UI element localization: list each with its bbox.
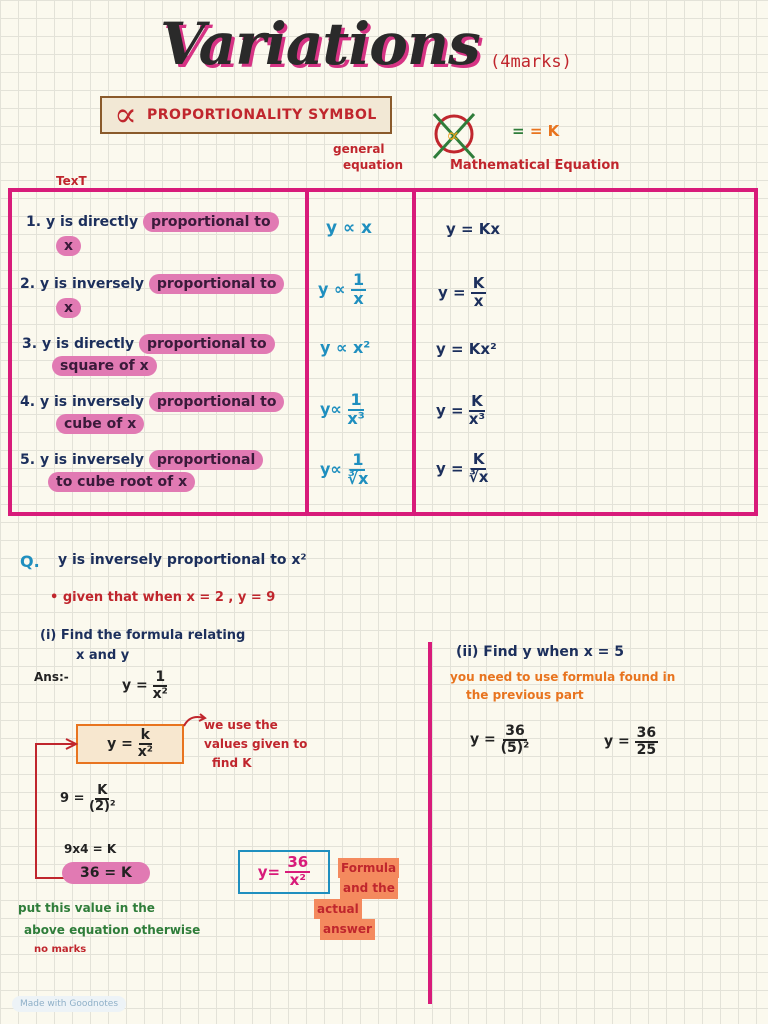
- general-eq: y ∝ x: [326, 218, 372, 238]
- table-row: 3. y is directly proportional to: [22, 336, 275, 352]
- boxed-formula: y = $\frac{k}{\text{x²}}$: [76, 724, 184, 764]
- table-row: 2. y is inversely proportional to: [20, 276, 284, 292]
- section-divider: [428, 642, 432, 1004]
- part-2-note: you need to use formula found in the previous part: [450, 670, 676, 702]
- math-eq: y = $\frac{K}{x}$: [438, 274, 485, 310]
- step-3: 36 = K: [62, 862, 150, 884]
- goodnotes-watermark: Made with Goodnotes: [12, 996, 126, 1012]
- alpha-symbol: ∝: [114, 95, 138, 135]
- table-divider-2: [412, 190, 416, 514]
- step-2: 9x4 = K: [64, 842, 117, 856]
- table-divider-1: [305, 190, 309, 514]
- table-row: 5. y is inversely proportional: [20, 452, 263, 468]
- symbol-label: PROPORTIONALITY SYMBOL: [147, 107, 377, 123]
- part-1-text: (i) Find the formula relating x and y: [40, 628, 246, 663]
- column-header-text: TexT: [56, 174, 87, 188]
- answer-label: Ans:-: [34, 670, 69, 684]
- svg-text:∝: ∝: [446, 123, 460, 147]
- column-header-math: Mathematical Equation: [450, 158, 620, 173]
- answer-eq: y = $\frac{1}{\text{x²}}$: [122, 669, 168, 702]
- part-2-eq-1: y = $\frac{36}{\text{(5)²}}$: [470, 723, 530, 756]
- proportionality-symbol-box: [100, 96, 392, 134]
- page-title: Variations: [160, 10, 480, 78]
- given-text: • given that when x = 2 , y = 9: [50, 590, 276, 605]
- math-eq: y = Kx: [446, 220, 501, 238]
- math-eq: y = Kx²: [436, 340, 497, 358]
- final-note: Formula and the actual answer: [314, 858, 399, 940]
- crossed-alpha-icon: [428, 108, 480, 164]
- table-row: 4. y is inversely proportional to: [20, 394, 284, 410]
- general-eq: y ∝ x²: [320, 338, 371, 357]
- equals-k: = = K: [512, 122, 560, 140]
- step-1: 9 = $\frac{K}{\text{(2)²}}$: [60, 783, 116, 814]
- part-2-eq-2: y = $\frac{36}{25}$: [604, 725, 657, 758]
- note-values: we use the values given to find K: [204, 718, 308, 771]
- math-eq: y = $\frac{K}{\text{x³}}$: [436, 392, 486, 428]
- table-row: 1. y is directly proportional to: [26, 214, 279, 230]
- marks-label: (4marks): [490, 52, 572, 72]
- general-eq: y ∝ $\frac{1}{x}$: [318, 270, 365, 308]
- general-eq: y∝ $\frac{1}{∛x}$: [320, 450, 369, 488]
- general-eq: y∝ $\frac{1}{\text{x³}}$: [320, 390, 365, 428]
- final-formula-box: y= $\frac{36}{\text{x²}}$: [238, 850, 330, 894]
- part-2-title: (ii) Find y when x = 5: [456, 644, 624, 660]
- question-label: Q.: [20, 552, 40, 571]
- note-put: put this value in the above equation otherwise no marks: [18, 901, 201, 956]
- column-header-general: general equation: [333, 142, 404, 172]
- question-text: y is inversely proportional to x²: [58, 552, 307, 568]
- math-eq: y = $\frac{K}{∛x}$: [436, 450, 489, 486]
